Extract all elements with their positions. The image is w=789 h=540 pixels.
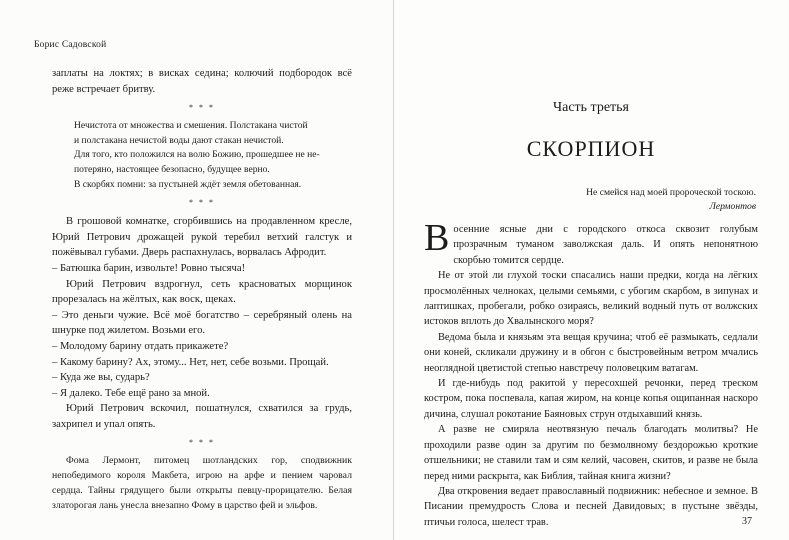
dialogue-line: – Куда же вы, сударь?	[52, 372, 150, 384]
dialogue-line: – Это деньги чужие. Всё моё богатство – серебряный олень на шнурке под жилетом. Возьми его.	[52, 309, 352, 337]
epigraph-text: Не смейся над моей пророческой тоскою.	[586, 187, 756, 198]
epigraph	[496, 186, 756, 214]
paragraph: Фома Лермонт, питомец шотландских гор, сподвижник непобедимого короля Макбета, игрою на арфе и пением чаровал сердца. Тайны грядущего были открыты певцу-прорицателю. Белая златорогая лань унесла внезапно Фому в царство фей и эльфов.	[52, 455, 352, 511]
poem-line: и полстакана нечистой воды дают стакан нечистой.	[74, 134, 284, 146]
section-separator: * * *	[189, 103, 215, 113]
left-page	[0, 0, 394, 540]
epigraph-author: Лермонтов	[709, 201, 756, 212]
poem-line: В скорбях помни: за пустыней ждёт земля обетованная.	[74, 178, 302, 190]
dialogue-line: – Батюшка барин, извольте! Ровно тысяча!	[52, 262, 246, 274]
dialogue-line: – Молодому барину отдать прикажете?	[52, 340, 229, 352]
first-paragraph-text: осенние ясные дни с городского откоса сквозит голубым прозрачным туманом заволжская даль. И опять непонятною скорбью томится сердце.	[453, 224, 758, 266]
paragraph: Не от этой ли глухой тоски спасались наши предки, когда на лёгких просмолённых челноках, целыми семьями, с убогим скарбом, в зипунах и лаптишках, пробегали, робко озираясь, великий водный путь от волжских истоков вплоть до Хвалынского моря?	[424, 270, 758, 328]
paragraph: А разве не смиряла неотвязную печаль благодать молитвы? Не проходили разве один за другим по безмолвному бездорожью кроткие отшельники; не ставили там и сям келий, часовен, скитов, и разве не была перед ними раскрыта, как Библия, тайная книга жизни?	[424, 424, 758, 482]
right-page-text	[424, 217, 758, 530]
part-label: Часть третья	[553, 100, 629, 115]
paragraph: Юрий Петрович вздрогнул, сеть красноватых морщинок прорезалась на жёлтых, как воск, щеках.	[52, 278, 352, 306]
right-page	[394, 0, 788, 540]
poem-line: Для того, кто положился на волю Божию, прошедшее не не-	[74, 149, 320, 161]
paragraph: В грошовой комнатке, сгорбившись на продавленном кресле, Юрий Петрович дрожащей рукой теребил ветхий галстук и пожёвывал губами. Дверь распахнулась, ворвалась Афродит.	[52, 216, 352, 259]
dialogue-line: – Я далеко. Тебе ещё рано за мной.	[52, 387, 210, 399]
poem-block	[52, 119, 352, 192]
part-title: СКОРПИОН	[526, 136, 656, 161]
dialogue-line: – Какому барину? Ах, этому... Нет, нет, себе возьми. Прощай.	[52, 356, 329, 368]
left-page-text	[52, 66, 352, 514]
running-head: Борис Садовской	[34, 40, 107, 50]
poem-line: Нечистота от множества и смешения. Полстакана чистой	[74, 120, 308, 132]
paragraph: И где-нибудь под ракитой у пересохшей речонки, перед треском костром, пока поспевала, капая жиром, на конце копья ощипанная наскоро дичина, слушал рокотание Баяновых струн отдыхавший князь.	[424, 378, 758, 420]
poem-line: потеряно, настоящее безопасно, будущее верно.	[74, 163, 270, 175]
drop-cap: В	[424, 217, 450, 259]
paragraph: заплаты на локтях; в висках седина; колючий подбородок всё реже встречает бритву.	[52, 68, 352, 95]
paragraph	[424, 217, 758, 268]
section-separator: * * *	[189, 198, 215, 208]
page-number: 37	[742, 516, 752, 527]
paragraph: Юрий Петрович вскочил, пошатнулся, схватился за грудь, захрипел и упал опять.	[52, 403, 352, 430]
paragraph: Ведома была и князьям эта вещая кручина; чтоб её размыкать, седлали они коней, скликали дружину и в обгон с быстровейным ветром мчались неоглядной цветистой степью навстречу половецким ватагам.	[424, 331, 758, 374]
section-separator: * * *	[189, 438, 215, 448]
paragraph: Два откровения ведает православный подвижник: небесное и земное. В Писании премудрость Слова и песней Давидовых; в пустыне звёзды, птичьи голоса, шелест трав.	[424, 485, 758, 528]
